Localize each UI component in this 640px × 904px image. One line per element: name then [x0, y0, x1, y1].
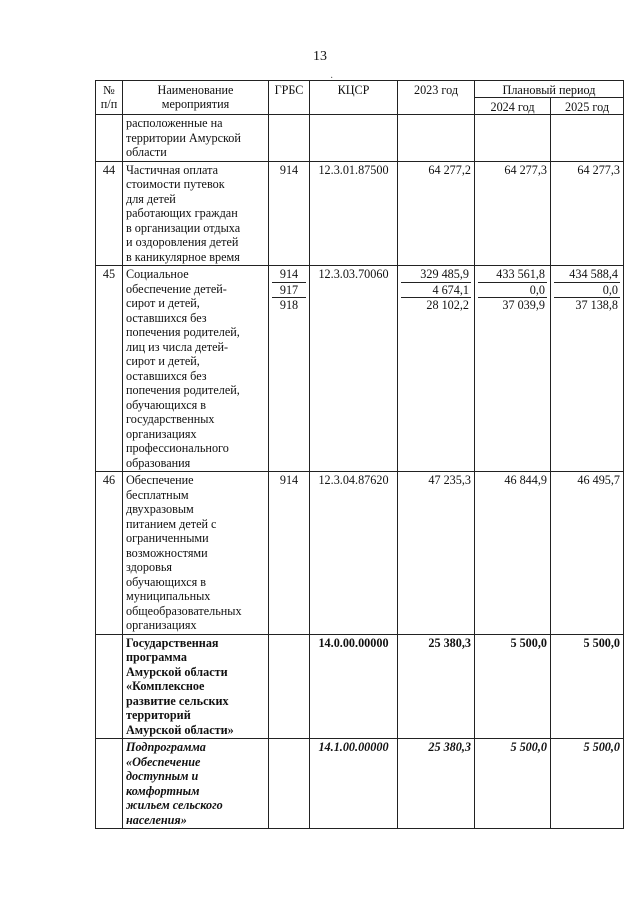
row-name-line: жильем сельского [126, 798, 223, 812]
row-number: 46 [96, 472, 123, 635]
scan-mark: · [330, 73, 334, 84]
row-name-line: «Комплексное [126, 679, 205, 693]
row-name-line: населения» [126, 812, 187, 827]
row-grbs [269, 115, 310, 162]
row-2025 [551, 115, 624, 162]
header-2025: 2025 год [551, 98, 624, 115]
row-2023-value: 28 102,2 [426, 298, 469, 312]
row-2024: 5 500,0 [475, 739, 551, 829]
row-name-line: Подпрограмма [126, 740, 206, 754]
row-name-line: муниципальных [126, 589, 211, 603]
row-2025: 5 500,0 [551, 739, 624, 829]
row-name-line: и оздоровления детей [126, 235, 239, 249]
row-name-line: сирот и детей, [126, 296, 200, 310]
row-grbs [269, 266, 310, 472]
row-name-line: образования [126, 455, 191, 470]
row-name-line: обучающихся в [126, 397, 207, 412]
row-2025: 5 500,0 [551, 634, 624, 739]
row-kcsr: 14.1.00.00000 [310, 739, 398, 829]
header-planned-period: Плановый период [475, 81, 624, 98]
row-grbs: 914 [269, 161, 310, 266]
row-kcsr [310, 115, 398, 162]
row-2023: 47 235,3 [398, 472, 475, 635]
row-grbs-value: 917 [272, 283, 306, 299]
row-2025-value: 37 138,8 [575, 298, 619, 312]
row-name [123, 161, 269, 266]
header-number: № п/п [96, 81, 123, 115]
row-name-line: территорий [126, 708, 191, 722]
row-grbs [269, 739, 310, 829]
row-name-line: попечения родителей, [126, 383, 240, 397]
row-name [123, 266, 269, 472]
page-number: 13 [313, 49, 327, 64]
row-name-line: Социальное [126, 267, 189, 281]
budget-table [95, 80, 624, 829]
row-name-line: профессионального [126, 441, 229, 455]
row-name-line: области [126, 145, 167, 159]
row-grbs-value: 914 [272, 267, 306, 283]
row-grbs [269, 634, 310, 739]
row-name-line: в каникулярное время [126, 249, 240, 264]
row-name-line: общеобразовательных [126, 603, 242, 618]
header-2024: 2024 год [475, 98, 551, 115]
row-2025: 46 495,7 [551, 472, 624, 635]
row-name-line: ограниченными [126, 531, 209, 545]
row-name-line: Амурской области» [126, 722, 234, 737]
table-row [96, 472, 624, 635]
row-number: 45 [96, 266, 123, 472]
row-name-line: доступным и [126, 769, 199, 783]
row-number [96, 115, 123, 162]
row-name-line: в организации отдыха [126, 220, 241, 235]
row-name-line: оставшихся без [126, 368, 207, 383]
row-kcsr: 12.3.03.70060 [310, 266, 398, 472]
table-body [96, 115, 624, 829]
row-2024-value: 433 561,8 [478, 267, 547, 283]
row-name [123, 115, 269, 162]
row-2024: 46 844,9 [475, 472, 551, 635]
row-2023: 64 277,2 [398, 161, 475, 266]
row-2023-value: 329 485,9 [401, 267, 471, 283]
row-name-line: комфортным [126, 783, 200, 798]
table-row [96, 161, 624, 266]
row-2023: 25 380,3 [398, 739, 475, 829]
row-name-line: Частичная оплата [126, 162, 218, 177]
row-2023 [398, 266, 475, 472]
row-name-line: возможностями [126, 545, 208, 560]
row-kcsr: 12.3.04.87620 [310, 472, 398, 635]
row-name-line: Амурской области [126, 664, 228, 679]
row-name-line: стоимости путевок [126, 177, 225, 191]
row-name-line: бесплатным [126, 487, 189, 502]
row-name-line: попечения родителей, [126, 325, 240, 339]
row-2024-value: 0,0 [478, 283, 547, 299]
row-name-line: работающих граждан [126, 206, 238, 220]
row-name-line: здоровья [126, 560, 172, 574]
row-name-line: территории Амурской [126, 130, 241, 145]
row-2025-value: 434 588,4 [554, 267, 620, 283]
row-number [96, 739, 123, 829]
row-name-line: обучающихся в [126, 574, 207, 589]
row-name-line: двухразовым [126, 502, 194, 516]
row-2023: 25 380,3 [398, 634, 475, 739]
header-name: Наименование мероприятия [123, 81, 269, 115]
row-number: 44 [96, 161, 123, 266]
header-grbs: ГРБС [269, 81, 310, 115]
row-kcsr: 12.3.01.87500 [310, 161, 398, 266]
row-2023 [398, 115, 475, 162]
header-kcsr: КЦСР [310, 81, 398, 115]
row-2025-value: 0,0 [554, 283, 620, 299]
row-name-line: оставшихся без [126, 310, 207, 325]
row-2023-value: 4 674,1 [401, 283, 471, 299]
row-2024: 64 277,3 [475, 161, 551, 266]
table-header [96, 81, 624, 115]
row-name-line: Обеспечение [126, 473, 194, 487]
row-2025 [551, 266, 624, 472]
row-name [123, 472, 269, 635]
row-name [123, 739, 269, 829]
row-name-line: сирот и детей, [126, 354, 200, 368]
row-name [123, 634, 269, 739]
row-kcsr: 14.0.00.00000 [310, 634, 398, 739]
row-2024 [475, 115, 551, 162]
row-grbs-value: 918 [279, 298, 299, 312]
row-2025: 64 277,3 [551, 161, 624, 266]
row-name-line: Государственная [126, 635, 219, 650]
row-name-line: государственных [126, 412, 215, 426]
table-row [96, 739, 624, 829]
table-row [96, 115, 624, 162]
row-name-line: для детей [126, 191, 176, 206]
row-grbs: 914 [269, 472, 310, 635]
row-2024: 5 500,0 [475, 634, 551, 739]
header-2023: 2023 год [398, 81, 475, 115]
table-row [96, 634, 624, 739]
row-name-line: организациях [126, 426, 197, 441]
row-name-line: «Обеспечение [126, 754, 201, 769]
row-name-line: обеспечение детей- [126, 281, 227, 296]
row-name-line: питанием детей с [126, 516, 217, 531]
row-name-line: развитие сельских [126, 693, 229, 708]
row-name-line: организациях [126, 618, 197, 632]
table-row [96, 266, 624, 472]
row-number [96, 634, 123, 739]
row-name-line: лиц из числа детей- [126, 339, 229, 354]
row-2024 [475, 266, 551, 472]
row-name-line: программа [126, 650, 187, 664]
row-name-line: расположенные на [126, 116, 223, 130]
row-2024-value: 37 039,9 [502, 298, 545, 312]
